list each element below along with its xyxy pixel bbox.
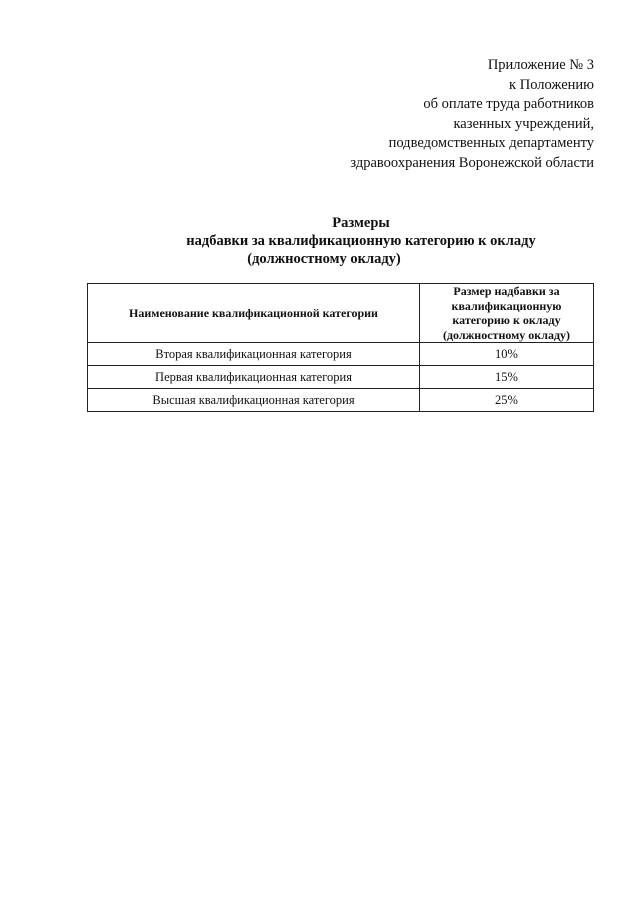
title-line-1: Размеры [332, 215, 390, 231]
header-size-line-3: категорию к окладу [452, 313, 561, 327]
header-allowance-size [420, 284, 594, 343]
header-category-name: Наименование квалификационной категории [88, 284, 420, 343]
annex-line-2: к Положению [509, 76, 594, 93]
header-size-line-4: (должностному окладу) [442, 327, 571, 342]
table-row [88, 389, 594, 412]
annex-line-5: подведомственных департаменту [388, 135, 594, 151]
row-category-name: Вторая квалификационная категория [88, 343, 420, 366]
document-title [0, 214, 640, 268]
title-line-2: надбавки за квалификационную категорию к окладу [186, 233, 536, 249]
row-category-name: Первая квалификационная категория [88, 366, 420, 389]
row-allowance-value: 25% [420, 389, 594, 412]
annex-line-6: здравоохранения Воронежской области [350, 154, 594, 171]
header-size-line-2: квалификационную [451, 298, 562, 313]
annex-line-4: казенных учреждений, [453, 115, 594, 132]
annex-line-3: об оплате труда работников [423, 96, 594, 112]
allowance-table [87, 283, 594, 412]
table-row [88, 366, 594, 389]
header-size-line-1: Размер надбавки за [453, 284, 560, 298]
row-category-name: Высшая квалификационная категория [88, 389, 420, 412]
table-row [88, 343, 594, 366]
row-allowance-value: 10% [420, 343, 594, 366]
row-allowance-value: 15% [420, 366, 594, 389]
annex-line-1: Приложение № 3 [487, 57, 594, 73]
table-header-row [88, 284, 594, 343]
title-line-3: (должностному окладу) [247, 251, 401, 267]
annex-block [350, 56, 594, 173]
